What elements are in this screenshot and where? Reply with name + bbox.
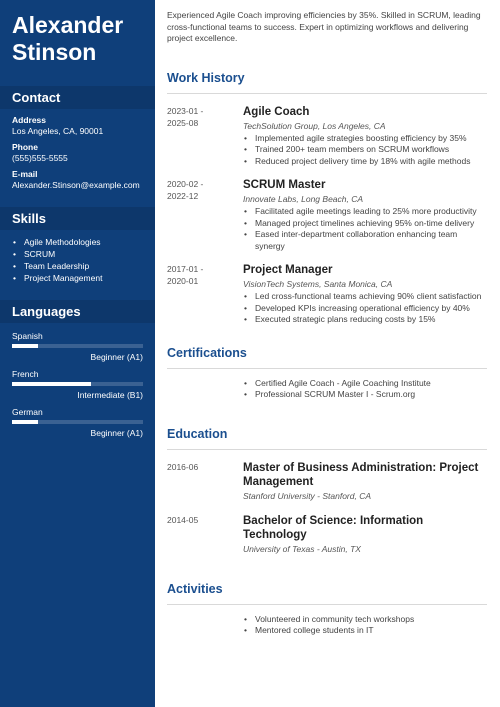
skill-item: • Agile Methodologies [12, 236, 143, 248]
job-details [243, 263, 487, 326]
language-level-bar [12, 420, 143, 424]
job-details [243, 178, 487, 252]
contact-heading: Contact [0, 86, 155, 109]
job-bullet: • Managed project timelines achieving 95% on-time delivery [243, 218, 487, 230]
address-label: Address [12, 115, 47, 125]
job-bullet: • Facilitated agile meetings leading to 25% more productivity [243, 206, 487, 218]
job-entry [167, 105, 487, 168]
school-name: University of Texas - Austin, TX [243, 543, 361, 554]
skills-list [0, 230, 155, 284]
job-date-start: 2020-02 - [167, 179, 204, 189]
job-title: Agile Coach [243, 105, 310, 118]
sidebar [0, 0, 155, 707]
language-name: Spanish [12, 331, 43, 341]
candidate-name [0, 0, 155, 66]
job-bullet: • Eased inter-department collaboration enhancing team synergy [243, 229, 487, 252]
language-level-fill [12, 420, 38, 424]
job-entry [167, 263, 487, 326]
job-title: Project Manager [243, 264, 333, 276]
education-date: 2014-05 [167, 514, 199, 525]
job-bullet: • Trained 200+ team members on SCRUM workflows [243, 144, 487, 156]
certifications-list [167, 378, 487, 401]
job-bullets [243, 206, 487, 252]
job-company: VisionTech Systems, Santa Monica, CA [243, 279, 393, 289]
languages-heading: Languages [0, 300, 155, 323]
job-details [243, 105, 487, 168]
name-last: Stinson [12, 39, 97, 65]
job-company: Innovate Labs, Long Beach, CA [243, 194, 364, 204]
work-history-heading: Work History [167, 71, 487, 94]
job-date-end: 2025-08 [167, 117, 199, 128]
language-level: Intermediate (B1) [77, 390, 143, 400]
job-entry [167, 178, 487, 252]
language-item [12, 407, 143, 439]
job-date-end: 2022-12 [167, 191, 199, 201]
job-bullet: • Executed strategic plans reducing costs by 15% [243, 314, 487, 326]
certifications-heading: Certifications [167, 346, 487, 369]
phone-label: Phone [12, 142, 38, 152]
degree-title: Master of Business Administration: Project Management [243, 461, 479, 488]
job-bullet: • Led cross-functional teams achieving 90% client satisfaction [243, 291, 487, 303]
job-dates [167, 178, 243, 252]
degree-title: Bachelor of Science: Information Technology [243, 514, 424, 541]
language-level: Beginner (A1) [90, 428, 143, 438]
language-level-bar [12, 344, 143, 348]
skill-item: • Project Management [12, 272, 143, 284]
skills-heading: Skills [0, 207, 155, 230]
address-value: Los Angeles, CA, 90001 [12, 126, 104, 136]
skill-item: • Team Leadership [12, 260, 143, 272]
education-entry [167, 461, 487, 503]
job-bullet: • Developed KPIs increasing operational efficiency by 40% [243, 303, 487, 315]
certification-item: • Professional SCRUM Master I - Scrum.org [243, 389, 487, 401]
job-bullet: • Reduced project delivery time by 18% with agile methods [243, 156, 487, 168]
language-name: German [12, 407, 43, 417]
language-level-fill [12, 382, 91, 386]
language-level-fill [12, 344, 38, 348]
education-details [243, 461, 487, 503]
job-dates [167, 105, 243, 168]
job-company: TechSolution Group, Los Angeles, CA [243, 120, 386, 131]
activities-list [167, 614, 487, 637]
job-bullets [243, 133, 487, 168]
email-value[interactable]: Alexander.Stinson@example.com [12, 180, 140, 190]
language-item [12, 331, 143, 363]
email-label: E-mail [12, 169, 38, 179]
profile-summary: Experienced Agile Coach improving efficiencies by 35%. Skilled in SCRUM, leading cross-functional teams to success. Expert in optimizing workflows and delivering project excellence. [167, 10, 481, 43]
job-title: SCRUM Master [243, 179, 326, 191]
skill-item: • SCRUM [12, 248, 143, 260]
education-date: 2016-06 [167, 461, 199, 472]
phone-value: (555)555-5555 [12, 153, 68, 163]
job-bullet: • Implemented agile strategies boosting efficiency by 35% [243, 133, 487, 145]
activities-heading: Activities [167, 582, 487, 605]
education-heading: Education [167, 427, 487, 450]
activity-item: • Mentored college students in IT [243, 625, 487, 637]
job-date-end: 2020-01 [167, 276, 199, 286]
job-dates [167, 263, 243, 326]
job-date-start: 2017-01 - [167, 264, 204, 274]
job-bullets [243, 291, 487, 326]
education-entry [167, 514, 487, 556]
name-first: Alexander [12, 12, 124, 38]
language-item [12, 369, 143, 401]
job-date-start: 2023-01 - [167, 105, 204, 116]
education-details [243, 514, 487, 556]
language-level-bar [12, 382, 143, 386]
language-name: French [12, 369, 39, 379]
language-level: Beginner (A1) [90, 352, 143, 362]
languages-list [0, 323, 155, 439]
school-name: Stanford University - Stanford, CA [243, 490, 372, 501]
main-content [155, 0, 500, 707]
contact-section [0, 109, 155, 191]
activity-item: • Volunteered in community tech workshops [243, 614, 487, 626]
certification-item: • Certified Agile Coach - Agile Coaching Institute [243, 378, 487, 390]
